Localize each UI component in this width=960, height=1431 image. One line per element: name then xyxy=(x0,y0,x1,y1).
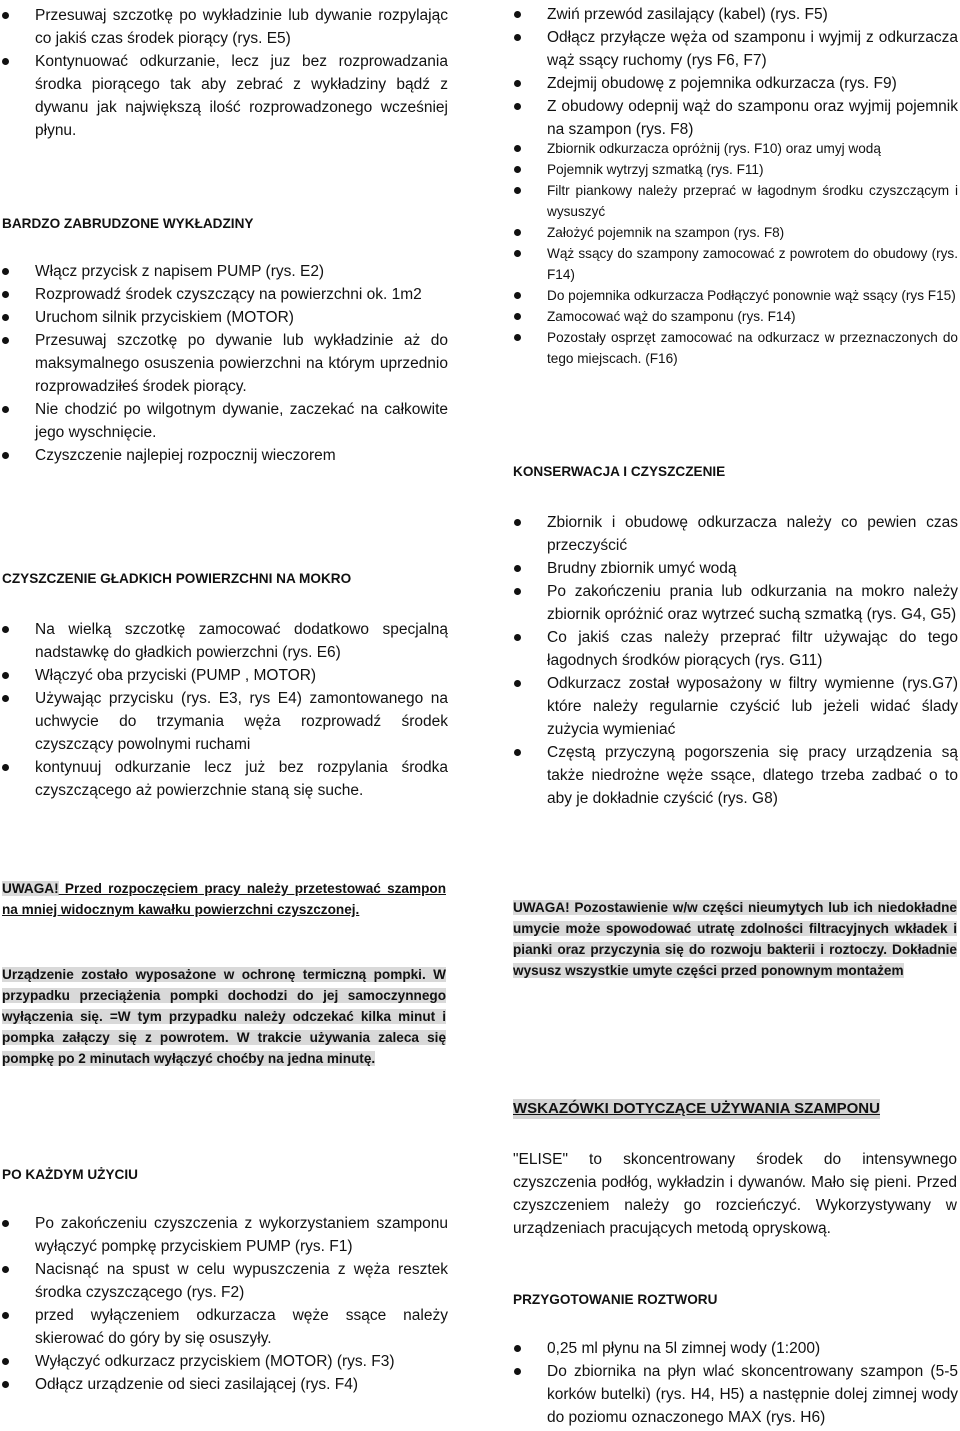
warning-text: Przed rozpoczęciem pracy należy przetestować szampon na mniej widocznym kawałku powierzchni czyszczonej. xyxy=(2,881,446,917)
list-item: Używając przycisku (rys. E3, rys E4) zamontowanego na uchwycie do trzymania węża rozprowadź środek czyszczący powolnymi ruchami xyxy=(0,687,448,756)
warning-test-shampoo xyxy=(2,878,446,920)
heavy-dirt-list xyxy=(0,260,448,467)
section-heading-shampoo: WSKAZÓWKI DOTYCZĄCE UŻYWANIA SZAMPONU xyxy=(513,1100,880,1117)
solution-list xyxy=(512,1337,958,1429)
list-item-text: Rozprowadź środek czyszczący na powierzchni ok. 1m2 xyxy=(35,286,422,303)
list-item: Kontynuować odkurzanie, lecz juz bez rozprowadzania środka piorącego tak aby zebrać z wykładziny bądź z dywanu jak największą ilość rozprowadzonego wcześniej płynu. xyxy=(0,50,448,142)
list-item: Odłącz urządzenie od sieci zasilającej (rys. F4) xyxy=(0,1373,448,1396)
list-item: Z obudowy odepnij wąż do szamponu oraz wyjmij pojemnik na szampon (rys. F8) xyxy=(512,95,958,141)
after-use-continued-list-small xyxy=(512,138,958,369)
list-item: Co jakiś czas należy przeprać filtr używając do tego łagodnych środków piorących (rys. G11) xyxy=(512,626,958,672)
section-heading-heavy-dirt: BARDZO ZABRUDZONE WYKŁADZINY xyxy=(2,216,254,231)
list-item: Filtr piankowy należy przeprać w łagodnym środku czyszczącym i wysuszyć xyxy=(512,180,958,222)
list-item: Zamocować wąż do szamponu (rys. F14) xyxy=(512,306,958,327)
list-item: Wyłączyć odkurzacz przyciskiem (MOTOR) (rys. F3) xyxy=(0,1350,448,1373)
list-item: Po zakończeniu prania lub odkurzania na mokro należy zbiornik opróżnić oraz wytrzeć suchą szmatką (rys. G4, G5) xyxy=(512,580,958,626)
list-item: Do zbiornika na płyn wlać skoncentrowany szampon (5-5 korków butelki) (rys. H4, H5) a następnie dolej zimnej wody do poziomu oznaczonego MAX (rys. H6) xyxy=(512,1360,958,1429)
list-item: Nie chodzić po wilgotnym dywanie, zaczekać na całkowite jego wyschnięcie. xyxy=(0,398,448,444)
list-item: Zbiornik i obudowę odkurzacza należy co pewien czas przeczyścić xyxy=(512,511,958,557)
list-item: Zbiornik odkurzacza opróżnij (rys. F10) oraz umyj wodą xyxy=(512,138,958,159)
section-heading-maintenance: KONSERWACJA I CZYSZCZENIE xyxy=(513,464,726,479)
list-item: Pojemnik wytrzyj szmatką (rys. F11) xyxy=(512,159,958,180)
list-item: Zdejmij obudowę z pojemnika odkurzacza (rys. F9) xyxy=(512,72,958,95)
list-item: Włącz przycisk z napisem PUMP (rys. E2) xyxy=(0,260,448,283)
warning-text: Urządzenie zostało wyposażone w ochronę termiczną pompki. W przypadku przeciążenia pompki dochodzi do jej samoczynnego wyłączenia się. =W tym przypadku należy odczekać kilka minut i pompka załączy się z powrotem. W trakcie używania zaleca się pompkę po 2 minutach wyłączyć choćby na jedna minutę. xyxy=(2,967,446,1066)
list-item: Pozostały osprzęt zamocować na odkurzacz w przeznaczonych do tego miejscach. (F16) xyxy=(512,327,958,369)
section-heading-smooth-wet: CZYSZCZENIE GŁADKICH POWIERZCHNI NA MOKRO xyxy=(2,571,352,586)
list-item: Odłącz przyłącze węża od szamponu i wyjmij z odkurzacza wąż ssący ruchomy (rys F6, F7) xyxy=(512,26,958,72)
intro-list xyxy=(0,4,448,142)
list-item: Odkurzacz został wyposażony w filtry wymienne (rys.G7) które należy regularnie czyścić lub jeżeli widać ślady zużycia wymieniać xyxy=(512,672,958,741)
list-item: Czyszczenie najlepiej rozpocznij wieczorem xyxy=(0,444,448,467)
list-item: Brudny zbiornik umyć wodą xyxy=(512,557,958,580)
list-item: Wąż ssący do szampony zamocować z powrotem do obudowy (rys. F14) xyxy=(512,243,958,285)
list-item: 0,25 ml płynu na 5l zimnej wody (1:200) xyxy=(512,1337,958,1360)
warning-text: UWAGA! Pozostawienie w/w części nieumytych lub ich niedokładne umycie może spowodować utratę zdolności filtracyjnych wkładek i pianki oraz przyczynia się do rozwoju bakterii i roztoczy. Dokładnie wysusz wszystkie umyte części przed ponownym montażem xyxy=(513,900,957,978)
list-item: Uruchom silnik przyciskiem (MOTOR) xyxy=(0,306,448,329)
list-item: kontynuuj odkurzanie lecz już bez rozpylania środka czyszczącego aż powierzchnie staną się suche. xyxy=(0,756,448,802)
list-item: Zwiń przewód zasilający (kabel) (rys. F5) xyxy=(512,3,958,26)
list-item: Przesuwaj szczotkę po dywanie lub wykładzinie aż do maksymalnego osuszenia powierzchni na którym uprzednio rozprowadziłeś środek piorący. xyxy=(0,329,448,398)
warning-cleaning-parts xyxy=(513,897,957,981)
list-item: Założyć pojemnik na szampon (rys. F8) xyxy=(512,222,958,243)
list-item: przed wyłączeniem odkurzacza węże ssące należy skierować do góry by się osuszyły. xyxy=(0,1304,448,1350)
after-use-continued-list xyxy=(512,3,958,141)
section-heading-solution: PRZYGOTOWANIE ROZTWORU xyxy=(513,1292,718,1307)
after-use-list xyxy=(0,1212,448,1396)
maintenance-list xyxy=(512,511,958,810)
list-item: Do pojemnika odkurzacza Podłączyć ponownie wąż ssący (rys F15) xyxy=(512,285,958,306)
list-item: Częstą przyczyną pogorszenia się pracy urządzenia są także niedrożne węże ssące, dlatego trzeba zadbać o to aby je dokładnie czyścić (rys. G8) xyxy=(512,741,958,810)
list-item: Po zakończeniu czyszczenia z wykorzystaniem szamponu wyłączyć pompkę przyciskiem PUMP (rys. F1) xyxy=(0,1212,448,1258)
smooth-wet-list xyxy=(0,618,448,802)
warning-thermal-protection xyxy=(2,964,446,1069)
list-item xyxy=(0,283,448,306)
list-item: Nacisnąć na spust w celu wypuszczenia z węża resztek środka czyszczącego (rys. F2) xyxy=(0,1258,448,1304)
warning-label: UWAGA! xyxy=(2,881,59,896)
shampoo-description: "ELISE" to skoncentrowany środek do intensywnego czyszczenia podłóg, wykładzin i dywanów. Mało się pieni. Przed czyszczeniem należy go rozcieńczyć. Wykorzystywany w urządzeniach pracujących metodą opryskową. xyxy=(513,1151,957,1237)
list-item: Na wielką szczotkę zamocować dodatkowo specjalną nadstawkę do gładkich powierzchni (rys. E6) xyxy=(0,618,448,664)
list-item: Przesuwaj szczotkę po wykładzinie lub dywanie rozpylając co jakiś czas środek piorący (rys. E5) xyxy=(0,4,448,50)
list-item: Włączyć oba przyciski (PUMP , MOTOR) xyxy=(0,664,448,687)
section-heading-after-use: PO KAŻDYM UŻYCIU xyxy=(2,1167,138,1182)
